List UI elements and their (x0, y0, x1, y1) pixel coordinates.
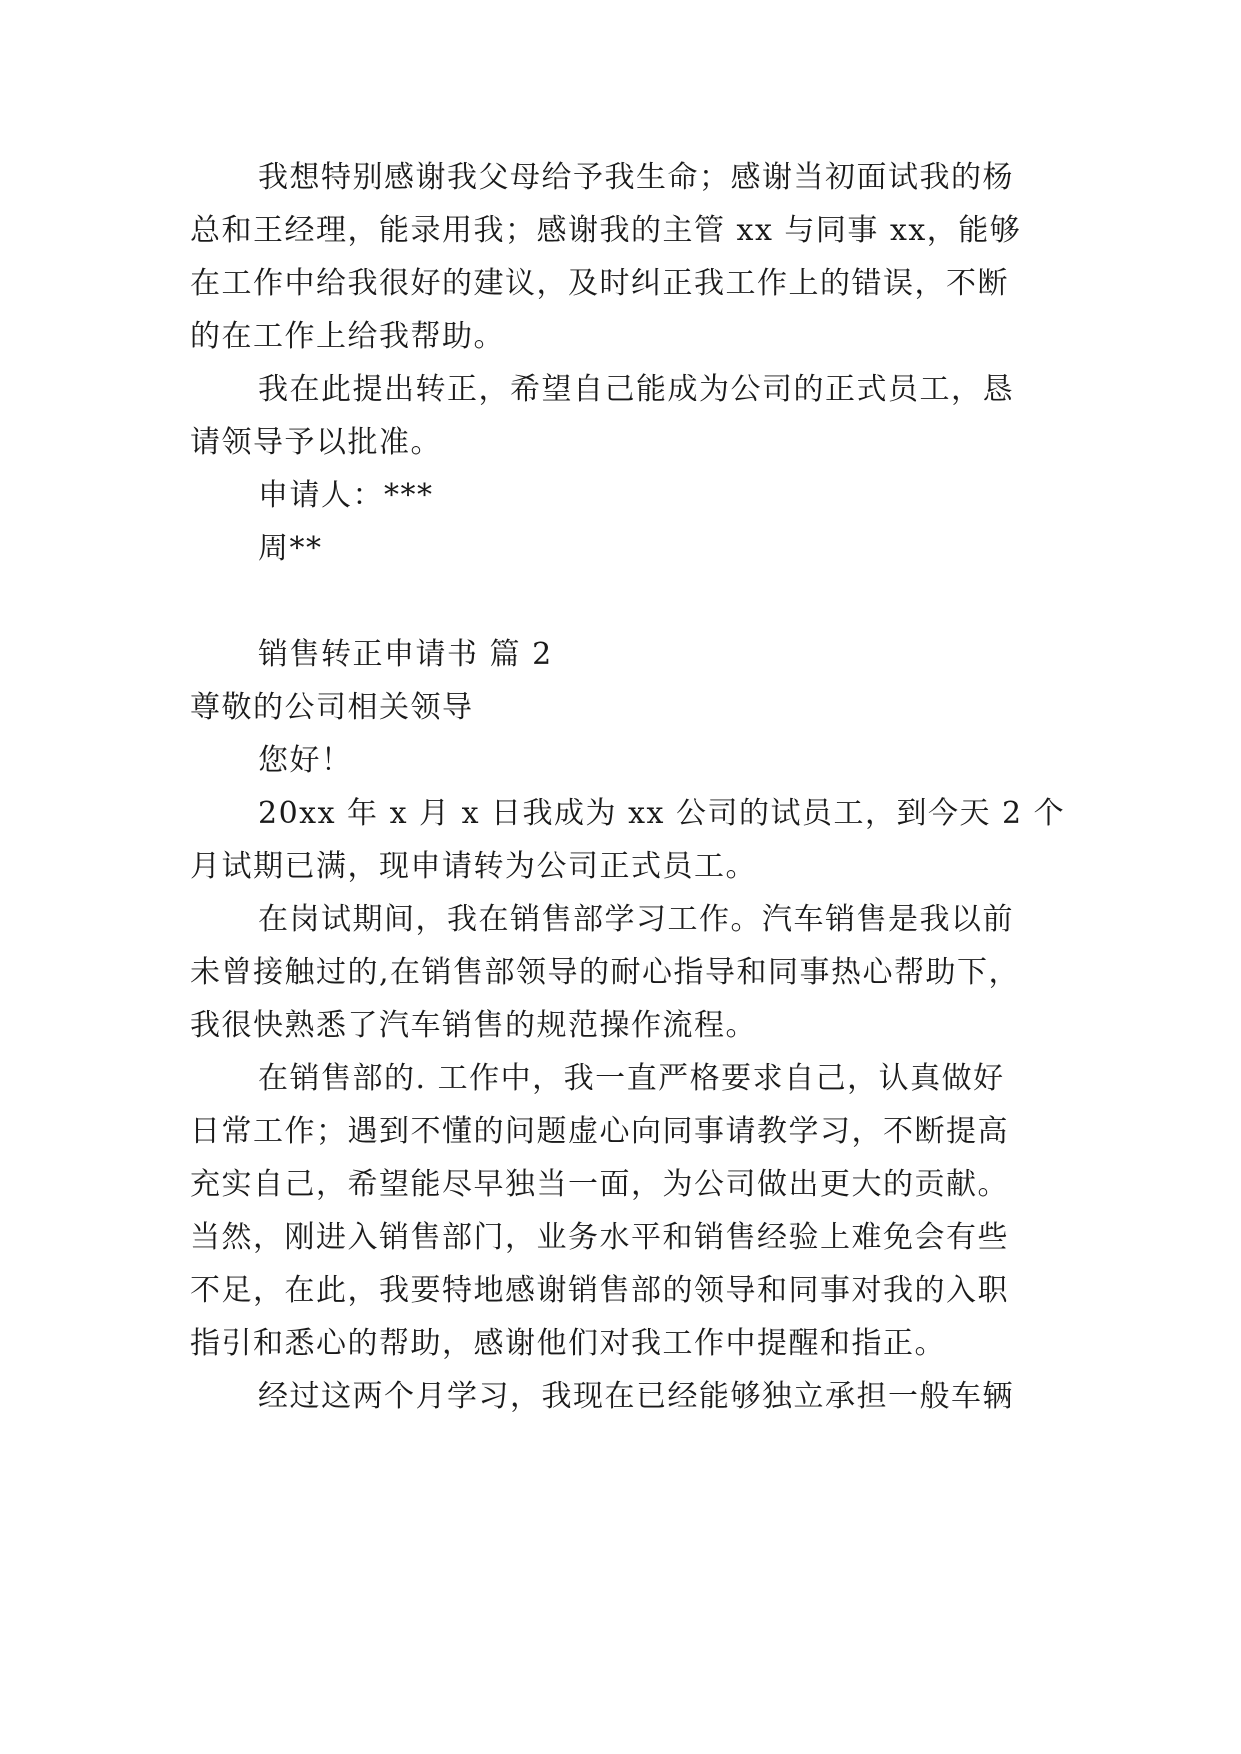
paragraph-5-line-2: 日常工作；遇到不懂的问题虚心向同事请教学习，不断提高 (190, 1114, 1009, 1149)
paragraph-1-line-2: 总和王经理，能录用我；感谢我的主管 xx 与同事 xx，能够 (190, 213, 1022, 248)
section-title: 销售转正申请书 篇 2 (258, 637, 553, 672)
paragraph-2-line-2: 请领导予以批准。 (190, 425, 442, 460)
paragraph-3-line-2: 月试期已满，现申请转为公司正式员工。 (190, 849, 757, 884)
paragraph-3-line-1: 20xx 年 x 月 x 日我成为 xx 公司的试员工，到今天 2 个 (258, 796, 1066, 831)
paragraph-5-line-4: 当然，刚进入销售部门，业务水平和销售经验上难免会有些 (190, 1220, 1009, 1255)
paragraph-1-line-4: 的在工作上给我帮助。 (190, 319, 505, 354)
paragraph-5-line-6: 指引和悉心的帮助，感谢他们对我工作中提醒和指正。 (190, 1326, 946, 1361)
date-line: 周** (258, 531, 323, 566)
paragraph-4-line-1: 在岗试期间，我在销售部学习工作。汽车销售是我以前 (258, 902, 1014, 937)
paragraph-5-line-5: 不足，在此，我要特地感谢销售部的领导和同事对我的入职 (190, 1273, 1009, 1308)
applicant-line: 申请人：*** (258, 478, 434, 513)
salutation: 尊敬的公司相关领导 (190, 690, 474, 725)
paragraph-2-line-1: 我在此提出转正，希望自己能成为公司的正式员工，恳 (258, 372, 1014, 407)
paragraph-5-line-3: 充实自己，希望能尽早独当一面，为公司做出更大的贡献。 (190, 1167, 1009, 1202)
paragraph-6-line-1: 经过这两个月学习，我现在已经能够独立承担一般车辆 (258, 1379, 1014, 1414)
paragraph-5-line-1: 在销售部的. 工作中，我一直严格要求自己，认真做好 (258, 1061, 1005, 1096)
paragraph-1-line-1: 我想特别感谢我父母给予我生命；感谢当初面试我的杨 (258, 160, 1014, 195)
paragraph-1-line-3: 在工作中给我很好的建议，及时纠正我工作上的错误，不断 (190, 266, 1009, 301)
paragraph-4-line-2: 未曾接触过的,在销售部领导的耐心指导和同事热心帮助下， (190, 955, 1021, 990)
paragraph-4-line-3: 我很快熟悉了汽车销售的规范操作流程。 (190, 1008, 757, 1043)
greeting: 您好！ (258, 743, 353, 778)
